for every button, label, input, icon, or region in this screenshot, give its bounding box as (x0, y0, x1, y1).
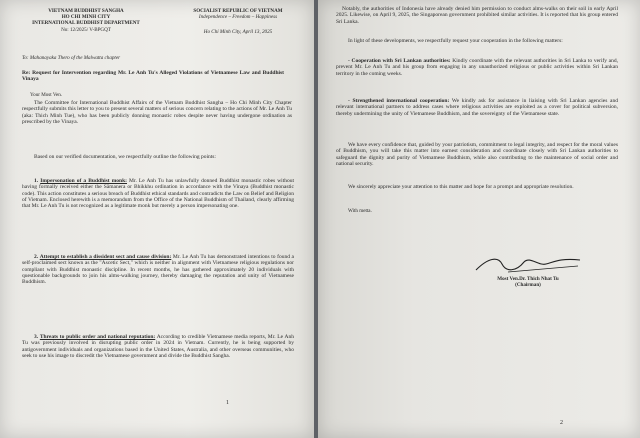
document-number: No: 12/2025/ V-BPGQT (61, 26, 111, 33)
signatory-block (458, 276, 598, 288)
bullet-text: We kindly ask for assistance in liaising with Sri Lankan agencies and relevant international partners to address cases where religious activities are exploited as a cover for political subversion, thereby undermining the unity of Vietnamese Buddhism, and the sovereignty of the Vietnamese state. (336, 98, 618, 117)
point-text: Mr. Le Anh Tu has demonstrated intentions to found a self-proclaimed sect known as the "Ascetic Sect," which is neither in alignment with Vietnamese religious regulations nor compliant with Buddhist monastic discipline. In recent months, he has gathered approximately 20 individuals with questionable backgrounds to join his alms-walking journey, thereby damaging the reputation and unity of Vietnamese Buddhism. (22, 254, 294, 286)
page-number: 1 (226, 400, 229, 406)
paragraph-request: In light of these developments, we respectfully request your cooperation in the following matters: (348, 38, 563, 44)
bullet-2 (336, 98, 618, 117)
point-text: According to credible Vietnamese media reports, Mr. Le Anh Tu was previously involved in disrupting public order in 2024 in Vietnam. Currently, he is being supported by antigovernment individuals and organizations based in the United States, Australia, and other overseas communities, who seek to use his image to discredit the Vietnamese government and divide the Buddhist Sangha. (22, 334, 294, 359)
header-right-motto: Independence – Freedom – Happiness (198, 14, 278, 21)
point-3 (22, 334, 294, 359)
closing: With metta. (348, 208, 372, 214)
letter-page-1 (0, 0, 314, 438)
state-header (168, 8, 308, 36)
sender-header (12, 8, 160, 33)
basis-paragraph: Based on our verified documentation, we respectfully outline the following points: (34, 154, 216, 160)
salutation: Your Most Ven. (30, 92, 63, 98)
addressee: To: Mahanayaka Thero of the Malwatta chapter (22, 55, 121, 61)
bullet-title: - Strengthened international cooperation: (348, 98, 450, 104)
paragraph-confidence: We have every confidence that, guided by your patriotism, commitment to legal integrity, and respect for the moral values of Buddhism, you will take this matter into earnest consideration and coordinate closely with Sri Lankan authorities to safeguard the dignity and purity of Vietnamese Buddhism, while also contributing to the maintenance of social order and national security. (336, 142, 618, 167)
point-number: 1. (34, 178, 39, 184)
signatory-title: (Chairman) (515, 282, 541, 289)
page-number: 2 (560, 420, 563, 426)
point-title: Impersonation of a Buddhist monk: (40, 178, 127, 184)
point-title: Threats to public order and national reputation: (39, 334, 156, 340)
bullet-text: Kindly coordinate with the relevant authorities in Sri Lanka to verify and, prevent Mr. Le Anh Tu and his group from engaging in any unauthorized religious or public activities within Sri Lankan territory in the coming weeks. (336, 58, 618, 77)
signatory-name: Most Ven.Dr. Thich Nhat Tu (497, 276, 559, 282)
point-1 (22, 178, 294, 209)
point-text: Mr. Le Anh Tu has unlawfully donned Buddhist monastic robes without having formally received either the Sāmanera or Bhikkhu ordination in accordance with the Vinaya (Buddhist monastic code). This action constitutes a serious breach of Buddhist ethical standards and contradicts the Law on Belief and Religion of Vietnam. Enclosed herewith is a memorandum from the Office of the National Buddhism of Thailand, clearly affirming that Mr. Le Anh Tu is not recognized as a legitimate monk but merely a person impersonating one. (22, 178, 295, 210)
signature-image (468, 252, 588, 276)
header-left-line: HO CHI MINH CITY (61, 14, 111, 21)
bullet-1 (336, 58, 618, 77)
point-2 (22, 254, 294, 285)
letter-date: Ho Chi Minh City, April 13, 2025 (203, 29, 273, 36)
point-number: 3. (34, 334, 39, 340)
header-left-line: VIETNAM BUDDHIST SANGHA (48, 8, 124, 14)
paragraph-appreciation: We sincerely appreciate your attention to this matter and hope for a prompt and appropriate resolution. (348, 184, 574, 190)
point-title: Attempt to establish a dissident sect and cause division: (39, 254, 172, 260)
header-left-line: INTERNATIONAL BUDDHIST DEPARTMENT (32, 20, 140, 27)
point-number: 2. (34, 254, 39, 260)
subject-line: Re: Request for Intervention regarding Mr. Le Anh Tu's Alleged Violations of Vietnamese Law and Buddhist Vinaya (22, 70, 284, 83)
intro-paragraph: The Committee for International Buddhist Affairs of the Vietnam Buddhist Sangha – Ho Chi Minh City Chapter respectfully submits this letter to you to present several matters of serious concern relating to the actions of Mr. Le Anh Tu (aka: Thich Minh Tue), who has been publicly donning monastic robes despite never having undergone ordination as prescribed by the Vinaya. (22, 100, 292, 125)
header-right-line: SOCIALIST REPUBLIC OF VIETNAM (193, 8, 283, 14)
letter-page-2 (318, 0, 640, 438)
bullet-title: - Cooperation with Sri Lankan authorities: (348, 58, 451, 64)
paragraph-context: Notably, the authorities of Indonesia have already denied him permission to conduct alms-walks on their soil in early April 2025. Likewise, on April 9, 2025, the Singaporean government prohibited similar activities. It is reported that his group entered Sri Lanka. (336, 6, 618, 25)
